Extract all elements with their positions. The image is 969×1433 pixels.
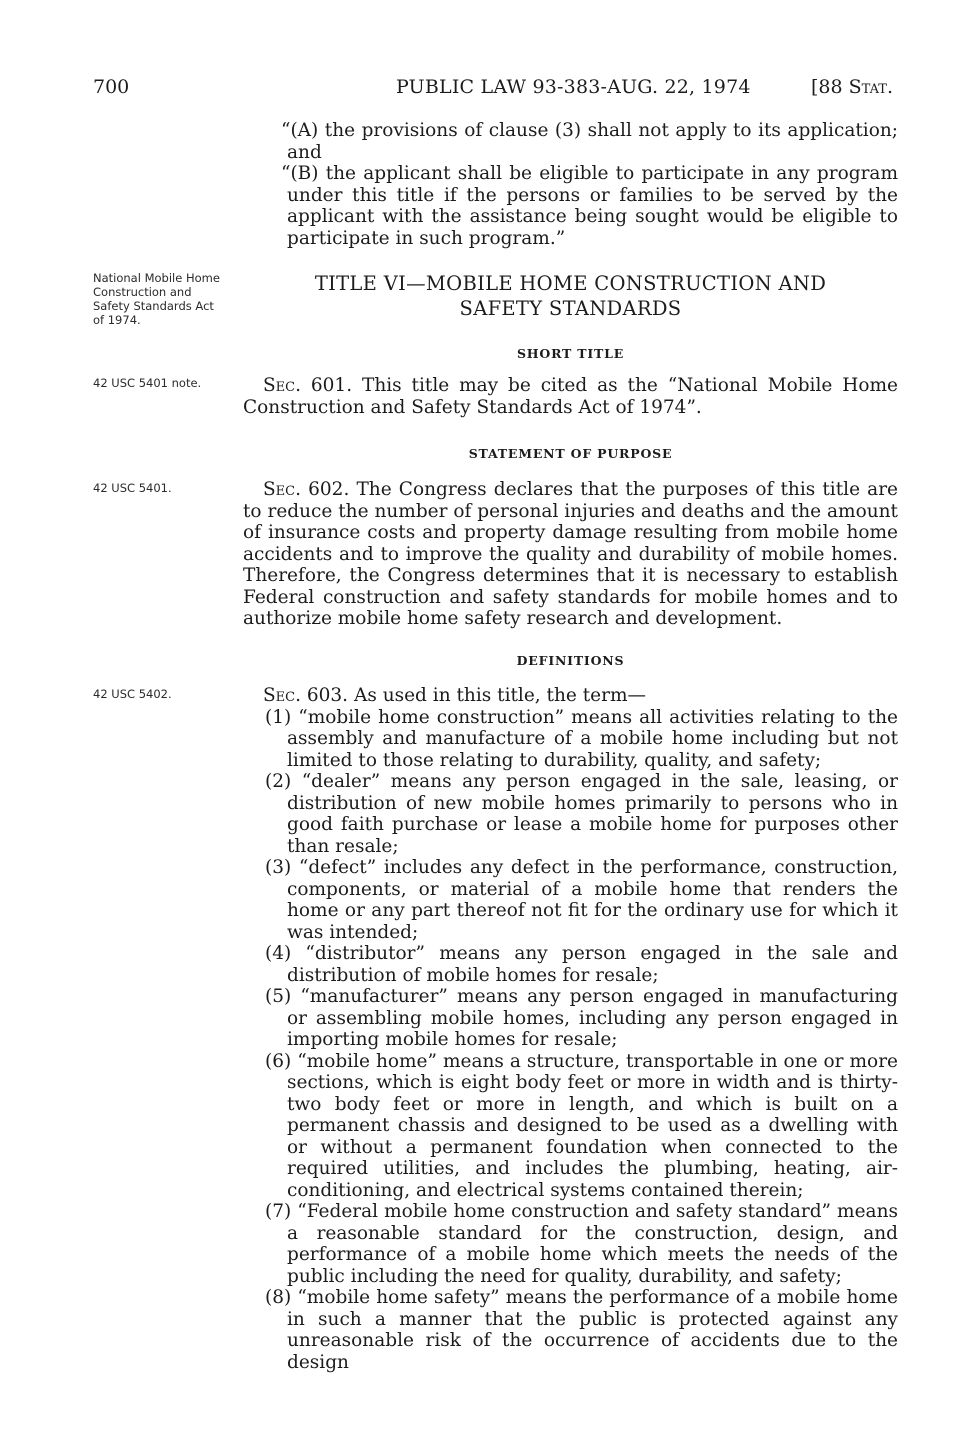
page-number: 700 [93,76,130,98]
section-602 [243,479,898,630]
margin-note-usc-5401: 42 USC 5401. [93,481,172,495]
definition-item: (8) “mobile home safety” means the performance of a mobile home in such a manner that the public is protected against any unreasonable risk of the occurrence of accidents due to the design [265,1287,898,1373]
definition-item: (2) “dealer” means any person engaged in the sale, leasing, or distribution of new mobile homes primarily to persons who in good faith purchase or lease a mobile home for purposes other than resale; [265,771,898,857]
sec-601-text: This title may be cited as the “National Mobile Home Construction and Safety Standards Act of 1974”. [243,375,898,418]
running-header [93,76,893,102]
sec-601-label: Sec. 601. [263,375,353,396]
definition-item: (5) “manufacturer” means any person engaged in manufacturing or assembling mobile homes, including any person engaged in importing mobile homes for resale; [265,986,898,1050]
section-603 [243,685,898,1373]
margin-note-usc-5402: 42 USC 5402. [93,687,172,701]
sec-603-label: Sec. 603. [263,685,349,706]
definition-item: (1) “mobile home construction” means all activities relating to the assembly and manufacture of a mobile home including but not limited to those relating to durability, quality, and safety; [265,706,898,771]
purpose-heading: STATEMENT OF PURPOSE [468,446,673,461]
definition-item: (4) “distributor” means any person engaged in the sale and distribution of mobile homes for resale; [265,943,898,986]
statute-reference: [88 Stat. [811,76,893,98]
sec-602-label: Sec. 602. [263,479,350,500]
title-line-2: SAFETY STANDARDS [459,297,682,320]
header-title: PUBLIC LAW 93-383-AUG. 22, 1974 [396,76,751,98]
definition-item: (6) “mobile home” means a structure, transportable in one or more sections, which is eight body feet or more in width and is thirty-two body feet or more in length, and which is built on a permanent chassis and designed to be used as a dwelling with or without a permanent foundation when connected to the required utilities, and includes the plumbing, heating, air-conditioning, and electrical systems contained therein; [265,1050,898,1201]
sec-603-intro: As used in this title, the term— [353,685,646,706]
margin-note-usc-5401-note: 42 USC 5401 note. [93,376,202,390]
margin-note-act: National Mobile Home Construction and Safety Standards Act of 1974. [93,271,220,327]
definition-item: (7) “Federal mobile home construction and safety standard” means a reasonable standard for the construction, design, and performance of a mobile home which meets the needs of the public including the need for quality, durability, and safety; [265,1201,898,1287]
sec-602-text: The Congress declares that the purposes of this title are to reduce the number of personal injuries and deaths and the amount of insurance costs and property damage resulting from mobile home accidents and to improve the quality and durability of mobile homes. Therefore, the Congress determines that it is necessary to establish Federal construction and safety standards for mobile homes and to authorize mobile home safety research and development. [243,479,898,629]
clause-a: “(A) the provisions of clause (3) shall not apply to its application; and [281,120,898,163]
definition-item: (3) “defect” includes any defect in the performance, construction, components, or material of a mobile home that renders the home or any part thereof not fit for the ordinary use for which it was intended; [265,857,898,943]
short-title-heading: SHORT TITLE [516,346,625,361]
section-601 [243,375,898,418]
title-heading [243,271,898,321]
clause-b: “(B) the applicant shall be eligible to participate in any program under this title if the persons or families to be served by the applicant with the assistance being sought would be eligible to participate in such program.” [281,163,898,249]
title-line-1: TITLE VI—MOBILE HOME CONSTRUCTION AND [314,272,827,295]
definitions-heading: DEFINITIONS [516,653,625,668]
intro-clauses [243,120,898,249]
